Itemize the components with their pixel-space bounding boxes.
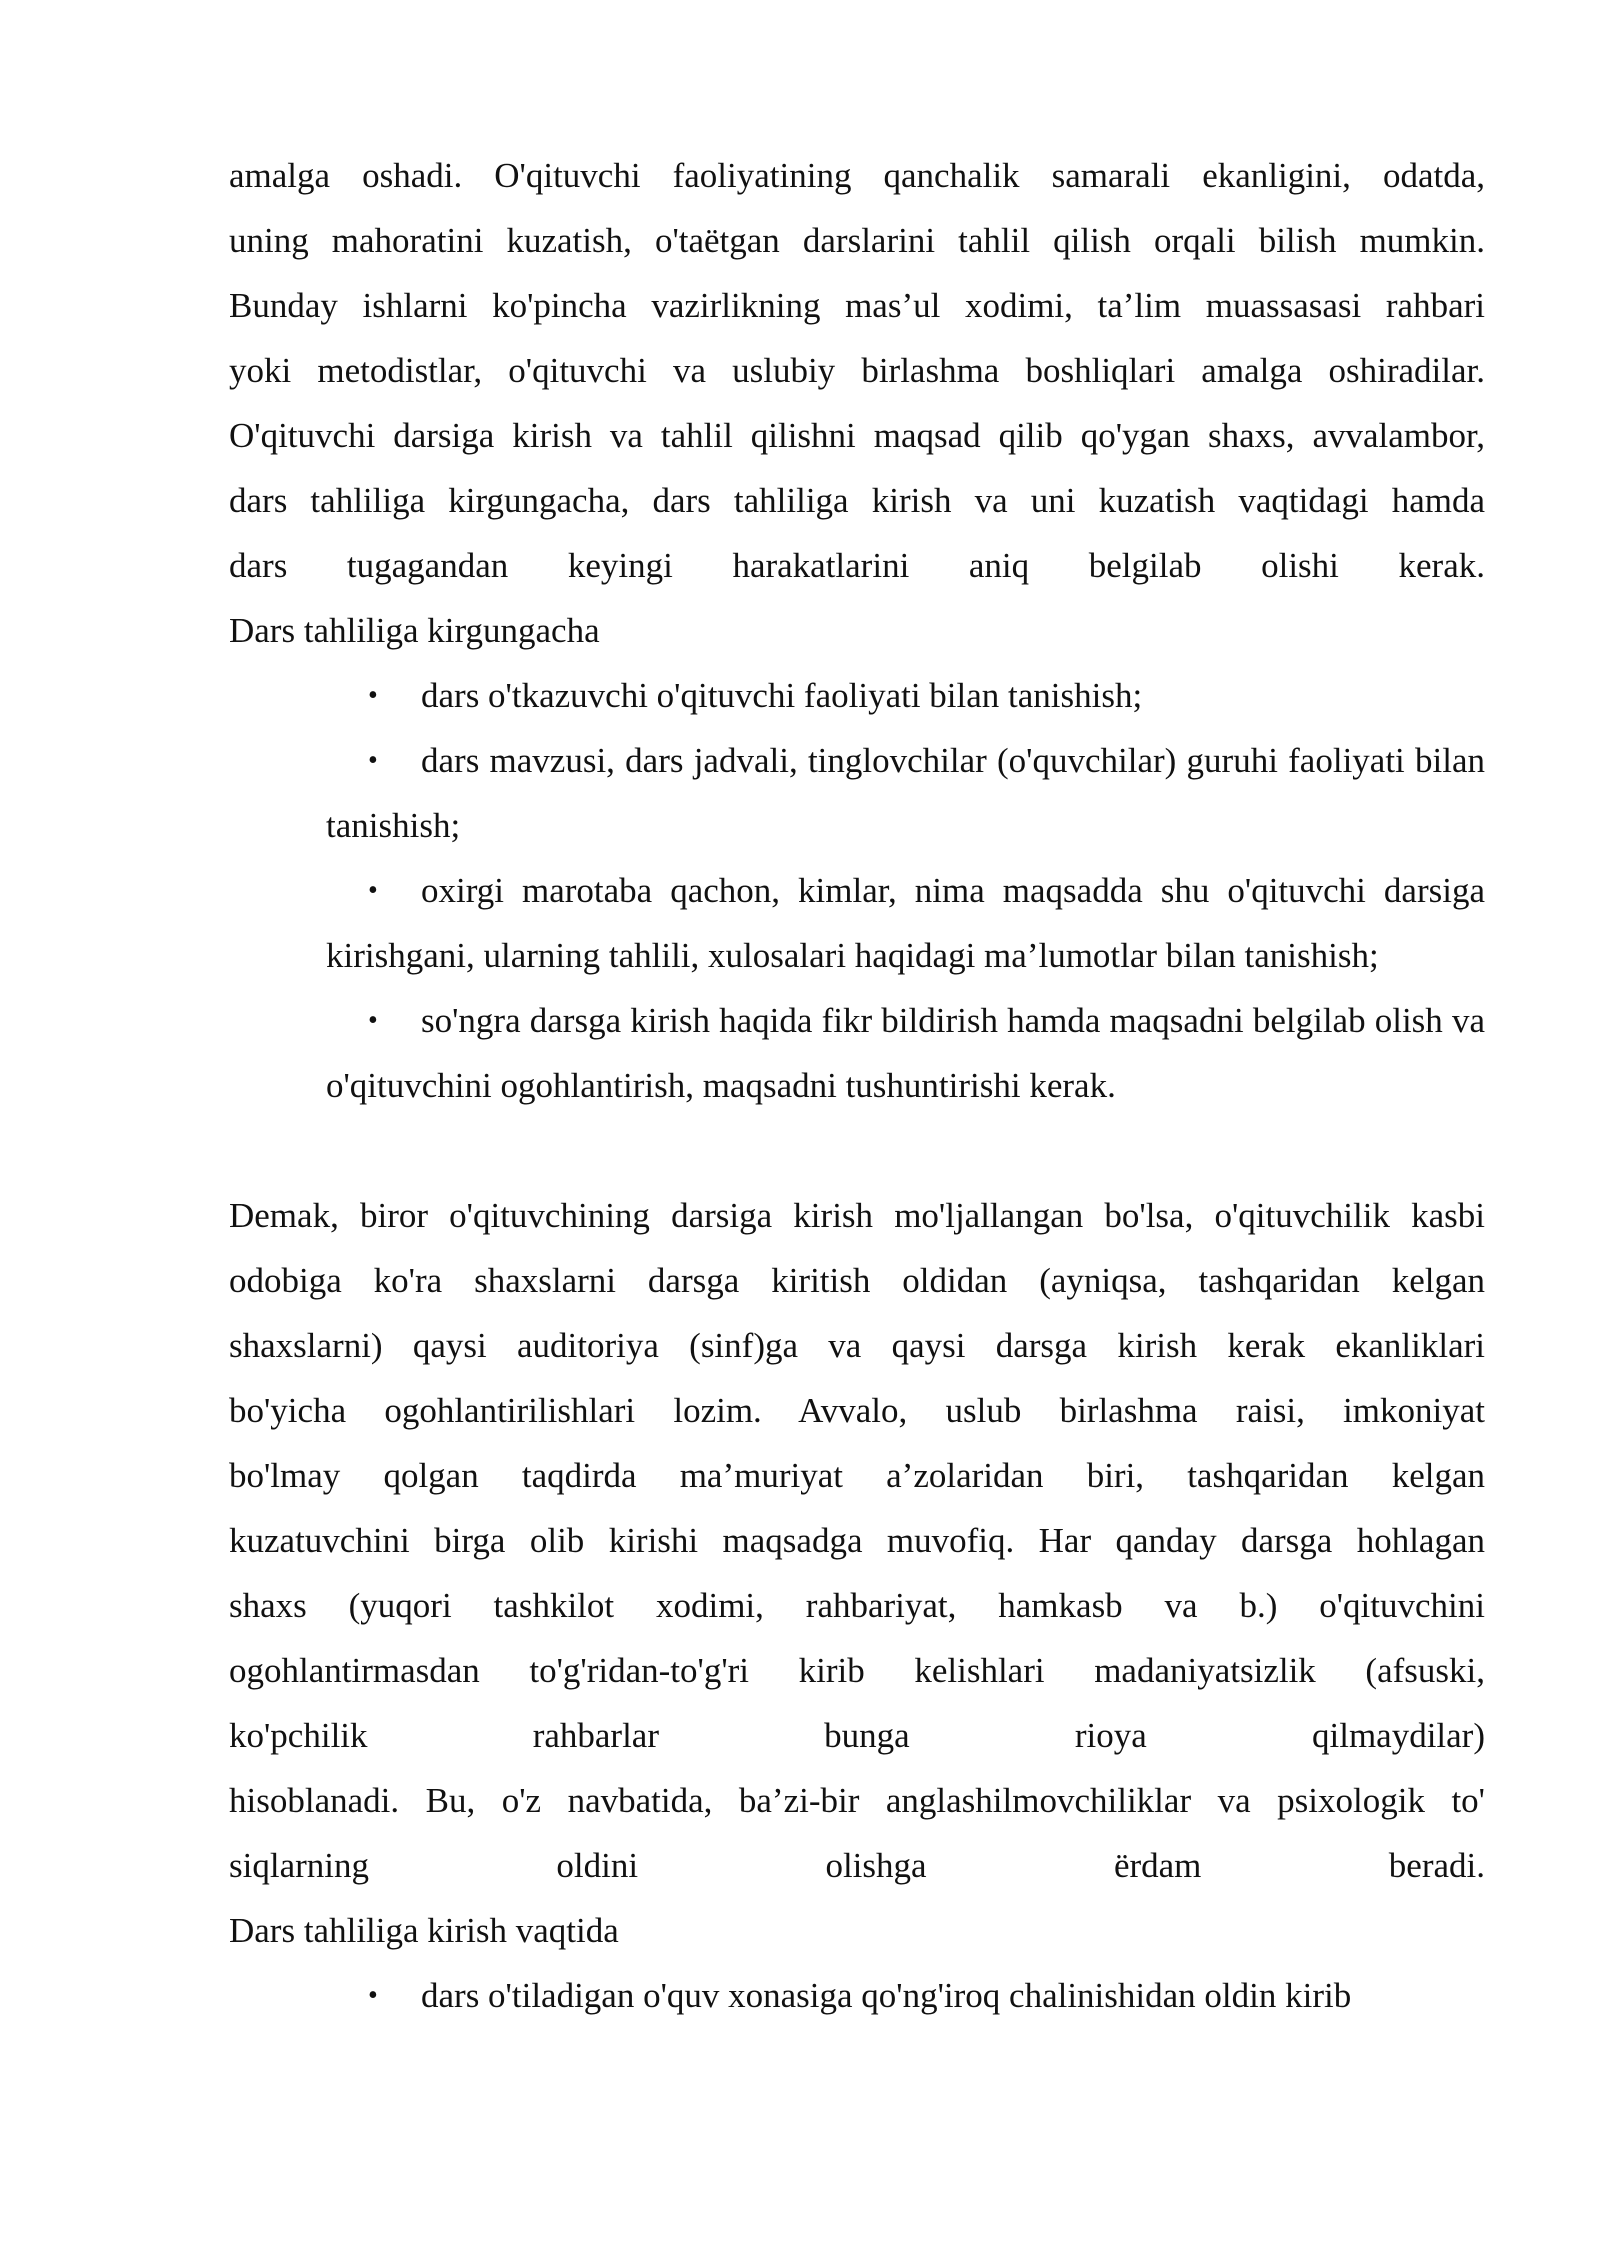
- paragraph-line: siqlarning oldini olishga ërdam beradi.: [229, 1846, 1485, 1885]
- paragraph-line: ko'pchilik rahbarlar bunga rioya qilmaydilar): [229, 1716, 1485, 1755]
- paragraph-line: kuzatuvchini birga olib kirishi maqsadga muvofiq. Har qanday darsga hohlagan: [229, 1521, 1485, 1560]
- list-item: [326, 988, 1485, 1118]
- bullet-icon: •: [368, 875, 378, 906]
- paragraph-line: odobiga ko'ra shaxslarni darsga kiritish oldidan (ayniqsa, tashqaridan kelgan: [229, 1261, 1485, 1300]
- section-heading-before-lesson: Dars tahliliga kirgungacha: [229, 611, 600, 650]
- list-item-text: so'ngra darsga kirish haqida fikr bildirish hamda maqsadni belgilab olish va o'qituvchini ogohlantirish, maqsadni tushuntirishi kerak.: [326, 1001, 1485, 1105]
- paragraph-line: bo'lmay qolgan taqdirda ma’muriyat a’zolaridan biri, tashqaridan kelgan: [229, 1456, 1485, 1495]
- bullet-icon: •: [368, 745, 378, 776]
- list-item-text: dars mavzusi, dars jadvali, tinglovchilar (o'quvchilar) guruhi faoliyati bilan tanishish;: [326, 741, 1485, 845]
- paragraph-line: yoki metodistlar, o'qituvchi va uslubiy birlashma boshliqlari amalga oshiradilar.: [229, 351, 1485, 390]
- bullet-icon: •: [368, 1005, 378, 1036]
- paragraph-line: hisoblanadi. Bu, o'z navbatida, ba’zi-bir anglashilmovchiliklar va psixologik to': [229, 1781, 1485, 1820]
- paragraph-line: uning mahoratini kuzatish, o'taëtgan darslarini tahlil qilish orqali bilish mumkin.: [229, 221, 1485, 260]
- blank-line: [229, 1118, 1485, 1183]
- list-item: [326, 1963, 1485, 2028]
- paragraph-line: dars tahliliga kirgungacha, dars tahliliga kirish va uni kuzatish vaqtidagi hamda: [229, 481, 1485, 520]
- paragraph-line: bo'yicha ogohlantirilishlari lozim. Avvalo, uslub birlashma raisi, imkoniyat: [229, 1391, 1485, 1430]
- paragraph-2: [229, 1183, 1485, 1898]
- list-item: [326, 728, 1485, 858]
- bullet-icon: •: [368, 680, 378, 711]
- paragraph-line: dars tugagandan keyingi harakatlarini aniq belgilab olishi kerak.: [229, 546, 1485, 585]
- list-item-text: oxirgi marotaba qachon, kimlar, nima maqsadda shu o'qituvchi darsiga kirishgani, ularning tahlili, xulosalari haqidagi ma’lumotlar bilan tanishish;: [326, 871, 1485, 975]
- section-heading-during-lesson: Dars tahliliga kirish vaqtida: [229, 1911, 619, 1950]
- paragraph-line: Bunday ishlarni ko'pincha vazirlikning mas’ul xodimi, ta’lim muassasasi rahbari: [229, 286, 1485, 325]
- bullet-list-during-lesson: [229, 1963, 1485, 2028]
- paragraph-line: amalga oshadi. O'qituvchi faoliyatining qanchalik samarali ekanligini, odatda,: [229, 156, 1485, 195]
- paragraph-line: Demak, biror o'qituvchining darsiga kirish mo'ljallangan bo'lsa, o'qituvchilik kasbi: [229, 1196, 1485, 1235]
- list-item: [326, 663, 1485, 728]
- bullet-icon: •: [368, 1980, 378, 2011]
- list-item-text: dars o'tkazuvchi o'qituvchi faoliyati bilan tanishish;: [421, 676, 1143, 715]
- paragraph-line: shaxslarni) qaysi auditoriya (sinf)ga va qaysi darsga kirish kerak ekanliklari: [229, 1326, 1485, 1365]
- bullet-list-before-lesson: [229, 663, 1485, 1118]
- list-item-text: dars o'tiladigan o'quv xonasiga qo'ng'iroq chalinishidan oldin kirib: [421, 1976, 1352, 2015]
- paragraph-line: ogohlantirmasdan to'g'ridan-to'g'ri kirib kelishlari madaniyatsizlik (afsuski,: [229, 1651, 1485, 1690]
- paragraph-1: [229, 143, 1485, 598]
- paragraph-line: O'qituvchi darsiga kirish va tahlil qilishni maqsad qilib qo'ygan shaxs, avvalambor,: [229, 416, 1485, 455]
- paragraph-line: shaxs (yuqori tashkilot xodimi, rahbariyat, hamkasb va b.) o'qituvchini: [229, 1586, 1485, 1625]
- document-body: [229, 143, 1485, 2028]
- list-item: [326, 858, 1485, 988]
